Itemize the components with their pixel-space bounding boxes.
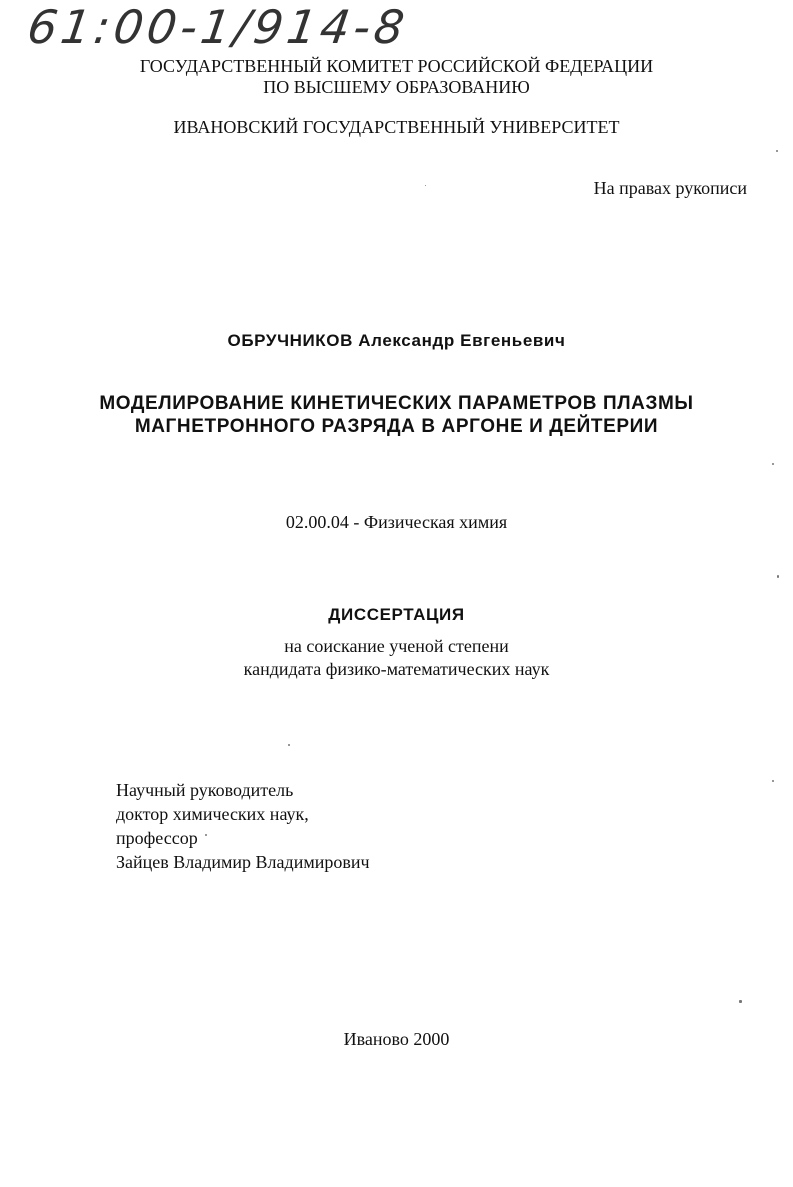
supervisor-degree: доктор химических наук, [116,804,309,824]
header-education-line: ПО ВЫСШЕМУ ОБРАЗОВАНИЮ [263,77,530,97]
city-year: Иваново 2000 [343,1029,450,1049]
scan-speck [205,834,207,836]
handwritten-archive-code: 61:00-1/914-8 [24,0,412,54]
scan-speck [739,1000,742,1003]
scan-speck [288,744,290,746]
scan-speck [777,575,779,578]
scan-speck [772,463,774,465]
scan-speck [425,185,426,186]
title-line-2: МАГНЕТРОННОГО РАЗРЯДА В АРГОНЕ И ДЕЙТЕРИИ [134,416,659,437]
degree-line-1: на соискание ученой степени [284,636,509,656]
supervisor-name: Зайцев Владимир Владимирович [116,852,370,872]
author-name: ОБРУЧНИКОВ Александр Евгеньевич [227,331,566,350]
rights-note: На правах рукописи [593,178,747,198]
work-type: ДИССЕРТАЦИЯ [328,605,465,624]
supervisor-block [116,778,370,874]
degree-line-2: кандидата физико-математических наук [243,659,550,679]
scan-speck [776,150,778,152]
scan-speck [772,780,774,782]
title-line-1: МОДЕЛИРОВАНИЕ КИНЕТИЧЕСКИХ ПАРАМЕТРОВ ПЛАЗМЫ [99,393,694,414]
supervisor-role: Научный руководитель [116,780,294,800]
header-committee-line: ГОСУДАРСТВЕННЫЙ КОМИТЕТ РОССИЙСКОЙ ФЕДЕРАЦИИ [139,56,654,76]
header-university: ИВАНОВСКИЙ ГОСУДАРСТВЕННЫЙ УНИВЕРСИТЕТ [173,117,620,137]
supervisor-title: профессор [116,828,198,848]
specialty-code: 02.00.04 - Физическая химия [285,512,508,532]
